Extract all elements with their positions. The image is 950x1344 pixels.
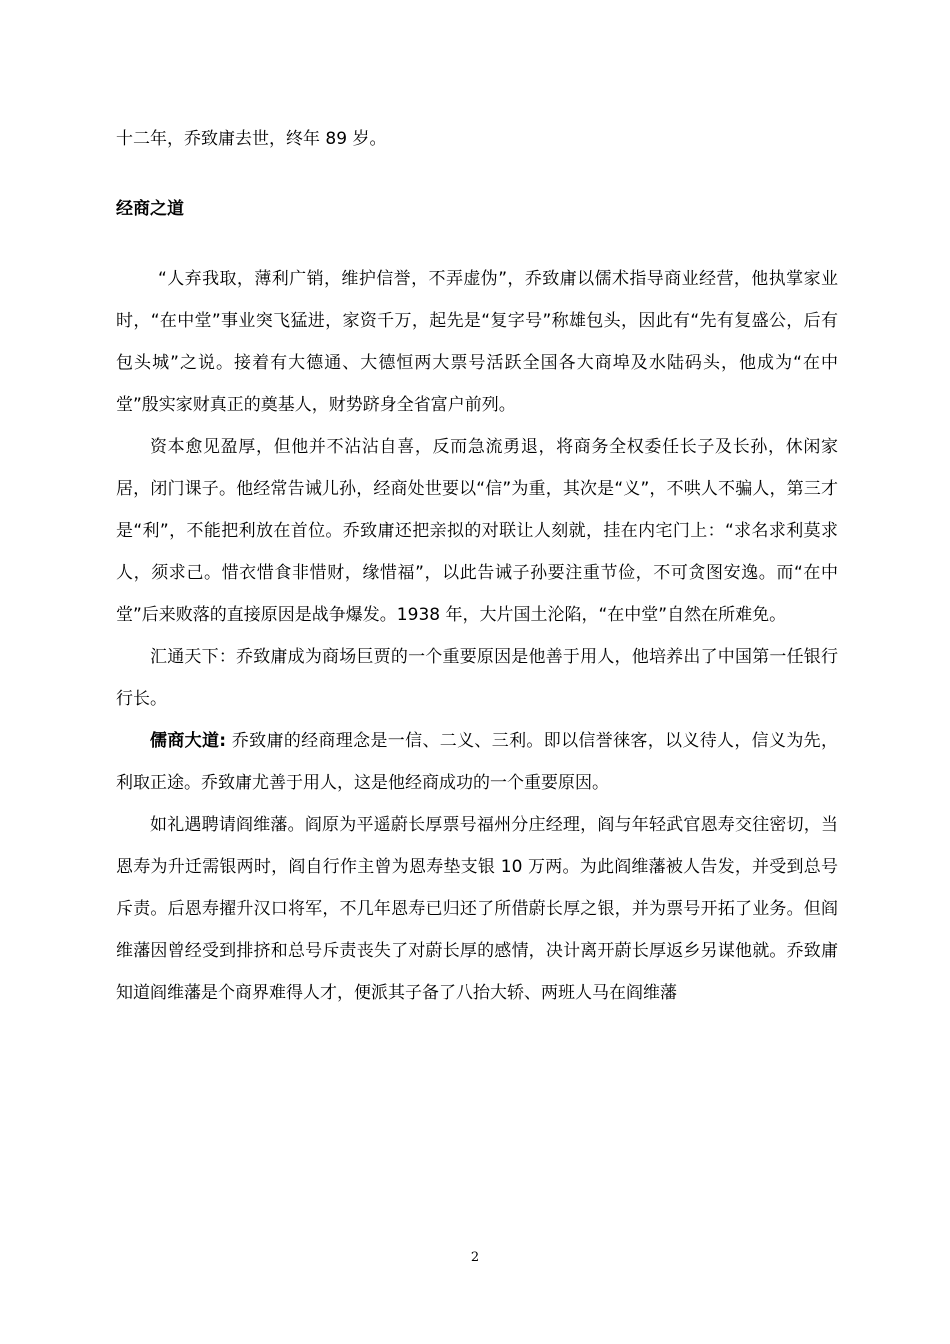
paragraph-6: 如礼遇聘请阎维藩。阎原为平遥蔚长厚票号福州分庄经理，阎与年轻武官恩寿交往密切，当恩寿为升迁需银两时，阎自行作主曾为恩寿垫支银 10 万两。为此阎维藩被人告发，并受到总号斥责。后恩寿擢升汉口将军，不几年恩寿已归还了所借蔚长厚之银，并为票号开拓了业务。但阎维藩因曾经受到排挤和总号斥责丧失了对蔚长厚的感情，决计离开蔚长厚返乡另谋他就。乔致庸知道阎维藩是个商界难得人才，便派其子备了八抬大轿、两班人马在阎维藩 [116,815,838,1003]
paragraph-2: “人弃我取，薄利广销，维护信誉，不弄虚伪”，乔致庸以儒术指导商业经营，他执掌家业时，“在中堂”事业突飞猛进，家资千万，起先是“复字号”称雄包头，因此有“先有复盛公，后有包头城”之说。接着有大德通、大德恒两大票号活跃全国各大商埠及水陆码头，他成为“在中堂”殷实家财真正的奠基人，财势跻身全省富户前列。 [116,269,838,415]
paragraph-5-bold-lead: 儒商大道: [150,731,227,751]
paragraph-5 [116,720,838,804]
paragraph-5-text: 乔致庸的经商理念是一信、二义、三利。即以信誉徕客，以义待人，信义为先，利取正途。乔致庸尤善于用人，这是他经商成功的一个重要原因。 [116,731,838,793]
section-heading: 经商之道 [116,199,184,219]
paragraph-4: 汇通天下：乔致庸成为商场巨贾的一个重要原因是他善于用人，他培养出了中国第一任银行行长。 [116,647,838,709]
paragraph-3: 资本愈见盈厚，但他并不沾沾自喜，反而急流勇退，将商务全权委任长子及长孙，休闲家居，闭门课子。他经常告诫儿孙，经商处世要以“信”为重，其次是“义”，不哄人不骗人，第三才是“利”，不能把利放在首位。乔致庸还把亲拟的对联让人刻就，挂在内宅门上：“求名求利莫求人，须求己。惜衣惜食非惜财，缘惜福”，以此告诫子孙要注重节俭，不可贪图安逸。而“在中堂”后来败落的直接原因是战争爆发。1938 年，大片国土沦陷，“在中堂”自然在所难免。 [116,437,838,625]
document-body [116,118,838,1014]
page-number: 2 [470,1250,480,1265]
paragraph-1: 十二年，乔致庸去世，终年 89 岁。 [116,129,387,149]
